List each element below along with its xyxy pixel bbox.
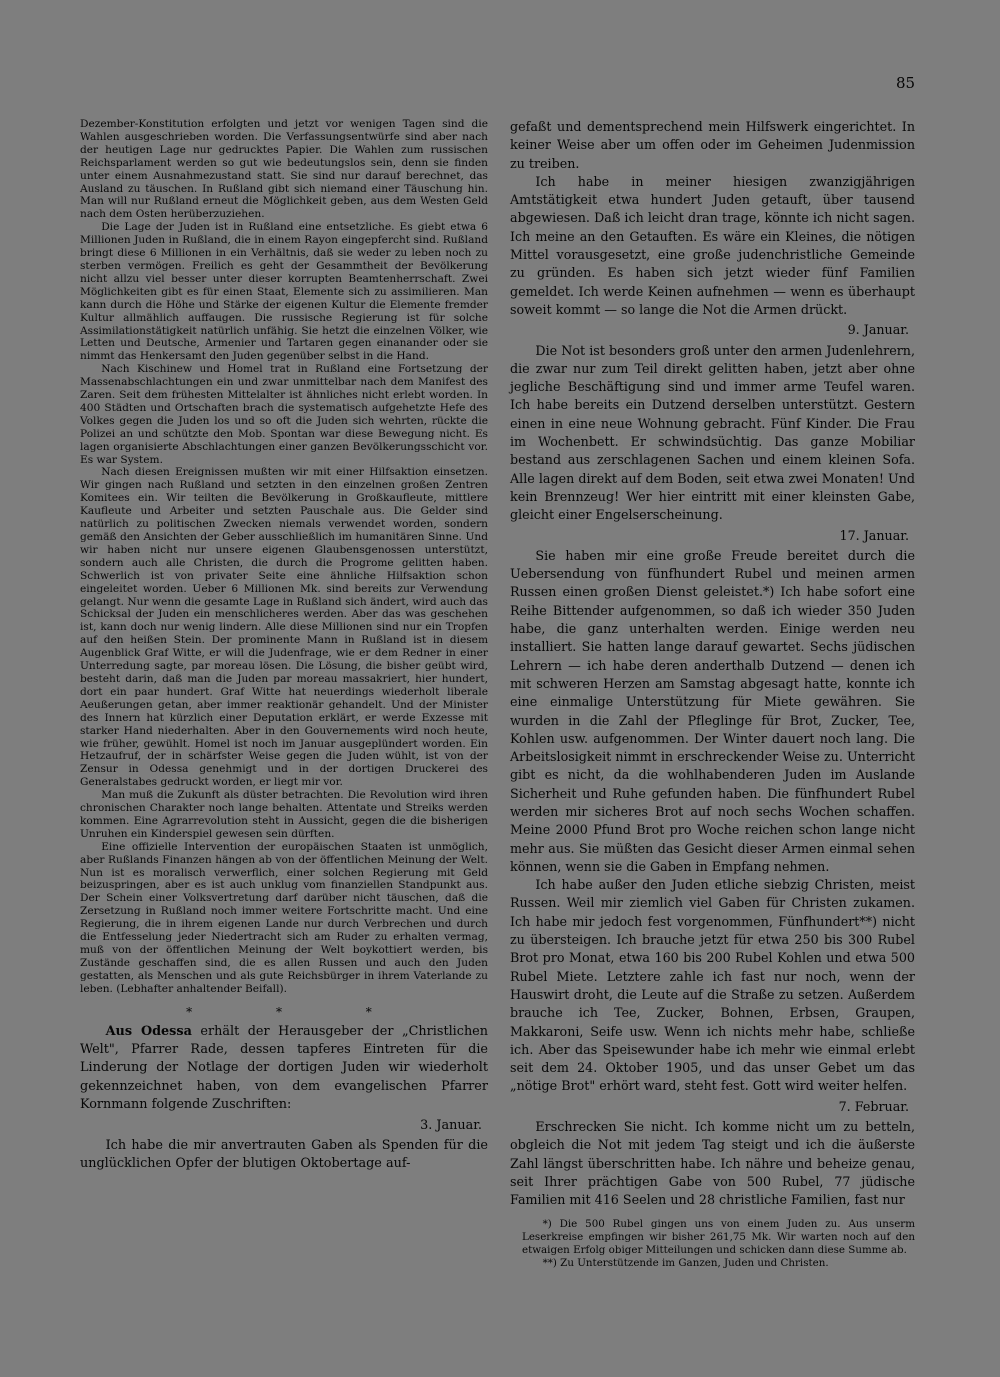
dateline: 9. Januar. (847, 322, 909, 338)
letter-paragraph: gefaßt und dementsprechend mein Hilfswerk eingerichtet. In keiner Weise aber um offen oder im Geheimen Judenmission zu treiben. (510, 119, 915, 171)
dateline: 3. Januar. (420, 1117, 482, 1133)
footnote: *) Die 500 Rubel gingen uns von einem Juden zu. Aus unserm Leserkreise empfingen wir bisher 261,75 Mk. Wir warten noch auf den etwaigen Erfolg obiger Mitteilungen und schicken dann diese Summe ab. (522, 1217, 915, 1256)
letter-paragraph: Sie haben mir eine große Freude bereitet durch die Uebersendung von fünfhundert Rubel und meinen armen Russen einen großen Dienst geleistet.*) Ich habe sofort eine Reihe Bittender aufgenommen, so daß ich wieder 350 Juden habe, die ganz unterhalten werden. Einige werden neu installiert. Sie hatten lange darauf gewartet. Sechs jüdischen Lehrern — ich habe deren anderthalb Dutzend — denen ich mit schweren Herzen am Samstag abgesagt hatte, konnte ich eine einmalige Unterstützung für Miete gewähren. Sie wurden in die Zahl der Pfleglinge für Brot, Zucker, Tee, Kohlen usw. aufgenommen. Der Winter dauert noch lang. Die Arbeitslosigkeit nimmt in erschreckender Weise zu. Unterricht gibt es nicht, da die wohlhabenderen Juden im Auslande Sicherheit und Ruhe gefunden haben. Die fünfhundert Rubel werden mir sicheres Brot auf noch sechs Wochen schaffen. Meine 2000 Pfund Brot pro Woche reichen schon lange nicht mehr aus. Sie müßten das Gesicht dieser Armen einmal sehen können, wenn sie die Gaben in Empfang nehmen. (510, 547, 915, 874)
lead-text: erhält der Herausgeber der „Christlichen Welt", Pfarrer Rade, dessen tapferes Eintreten für die Linderung der Notlage der dortigen Juden wir wiederholt gekennzeichnet haben, von dem evangelischen Pfarrer Kornmann folgende Zuschriften: (80, 1023, 488, 1113)
dateline: 17. Januar. (839, 527, 909, 543)
letter-paragraph: Erschrecken Sie nicht. Ich komme nicht um zu betteln, obgleich die Not mit jedem Tag steigt und ich die äußerste Zahl längst überschritten habe. Ich nähre und beheize genau, seit Ihrer prächtigen Gabe von 500 Rubel, 77 jüdische Familien mit 416 Seelen und 28 christliche Familien, fast nur (510, 1119, 915, 1208)
paragraph: Die Lage der Juden ist in Rußland eine entsetzliche. Es giebt etwa 6 Millionen Juden in Rußland, die in einem Rayon eingepfercht sind. Rußland bringt diese 6 Millionen in ein Verhältnis, daß sie weder zu leben noch zu sterben vermögen. Freilich es geht der Gesammtheit der Bevölkerung nicht allzu viel besser unter dieser korrupten Beamtenherrschaft. Zwei Möglichkeiten gibt es für einen Staat, Elemente sich zu assimilieren. Man kann durch die Höhe und Stärke der eigenen Kultur die Elemente fremder Kultur allmählich auffaugen. Die russische Regierung ist für solche Assimilationstätigkeit natürlich unfähig. Sie hetzt die einzelnen Völker, wie Letten und Deutsche, Armenier und Tartaren gegen einanander oder sie nimmt das Henkersamt den Juden gegenüber selbst in die Hand. (80, 221, 488, 363)
paragraph: Nach Kischinew und Homel trat in Rußland eine Fortsetzung der Massenabschlachtungen ein und zwar unmittelbar nach dem Manifest des Zaren. Seit dem frühesten Mittelalter ist ähnliches nicht erlebt worden. In 400 Städten und Ortschaften brach die systematisch aufgehetzte Hefe des Volkes gegen die Juden los und so oft die Juden sich wehrten, rückte die Polizei an und schützte den Mob. Spontan war diese Bewegung nicht. Es lagen organisierte Abschlachtungen einer ganzen Bevölkerungsschicht vor. Es war System. (80, 363, 488, 466)
paragraph: Eine offizielle Intervention der europäischen Staaten ist unmöglich, aber Rußlands Finanzen hängen ab von der öffentlichen Meinung der Welt. Nun ist es moralisch verwerflich, einer solchen Regierung mit Geld beizuspringen, aber es ist auch unklug vom finanziellen Standpunkt aus. Der Schein einer Volksvertretung darf darüber nicht täuschen, daß die Zersetzung in Rußland noch immer weitere Fortschritte macht. Und eine Regierung, die in ihrem eigenen Lande nur durch Verbrechen und durch die Entfesselung jeder Niedertracht sich am Ruder zu erhalten vermag, muß von der öffentlichen Meinung der Welt boykottiert werden, bis Zustände geschaffen sind, die es allen Russen und auch den Juden gestatten, als Menschen und als gute Reichsbürger in ihrem Vaterlande zu leben. (Lebhafter anhaltender Beifall). (80, 840, 488, 995)
paragraph: Dezember-Konstitution erfolgten und jetzt vor wenigen Tagen sind die Wahlen ausgeschrieben worden. Die Verfassungsentwürfe sind aber nach der heutigen Lage nur gedrucktes Papier. Die Wahlen zum russischen Reichsparlament werden so gut wie bedeutungslos sein, denn sie finden unter einem Ausnahmezustand statt. Sie sind nur darauf berechnet, das Ausland zu täuschen. In Rußland gibt sich niemand einer Täuschung hin. Man will nur Rußland erneut die Möglichkeit geben, aus dem Westen Geld nach dem Osten herüberzuziehen. (80, 118, 488, 221)
letter-paragraph: Ich habe in meiner hiesigen zwanzigjährigen Amtstätigkeit etwa hundert Juden getauft, über tausend abgewiesen. Daß ich leicht dran trage, könnte ich nicht sagen. Ich meine an den Getauften. Es wäre ein Kleines, die nötigen Mittel vorausgesetzt, eine große judenchristliche Gemeinde zu gründen. Es haben sich jetzt wieder fünf Familien gemeldet. Ich werde Keinen aufnehmen — wenn es überhaupt soweit kommt — so lange die Not die Armen drückt. (510, 173, 915, 317)
page-number: 85 (896, 74, 916, 92)
letter-paragraph: Ich habe die mir anvertrauten Gaben als Spenden für die unglücklichen Opfer der blutigen Oktobertage auf- (80, 1137, 488, 1171)
right-column (510, 118, 915, 1270)
lead-heading: Aus Odessa (105, 1023, 192, 1039)
paragraph: Man muß die Zukunft als düster betrachten. Die Revolution wird ihren chronischen Charakter noch lange behalten. Attentate und Streiks werden kommen. Eine Agrarrevolution steht in Aussicht, gegen die die bisherigen Unruhen ein Kinderspiel gewesen sein dürften. (80, 789, 488, 840)
letter-paragraph: Ich habe außer den Juden etliche siebzig Christen, meist Russen. Weil mir ziemlich viel Gaben für Christen zukamen. Ich habe mir jedoch fest vorgenommen, Fünfhundert**) nicht zu übersteigen. Ich brauche jetzt für etwa 250 bis 300 Rubel Brot pro Monat, etwa 160 bis 200 Rubel Kohlen und etwa 500 Rubel Miete. Letztere zahle ich fast nur noch, wenn der Hauswirt droht, die Leute auf die Straße zu setzen. Außerdem brauche ich Tee, Zucker, Bohnen, Erbsen, Graupen, Makkaroni, Seife usw. Wenn ich nichts mehr habe, schließe ich. Aber das Speisewunder habe ich mehr wie einmal erlebt seit dem 24. Oktober 1905, und das unser Gebet um das „nötige Brot" erhört ward, steht fest. Gott wird weiter helfen. (510, 877, 915, 1094)
footnotes (510, 1218, 915, 1270)
letter-paragraph: Die Not ist besonders groß unter den armen Judenlehrern, die zwar nur zum Teil direkt gelitten haben, jetzt aber ohne jegliche Beschäftigung sind und immer arme Teufel waren. Ich habe bereits ein Dutzend derselben unterstützt. Gestern einen in eine neue Wohnung gebracht. Fünf Kinder. Die Frau im Wochenbett. Er schwindsüchtig. Das ganze Mobiliar bestand aus zerschlagenen Sachen und einem kleinen Sofa. Alle lagen direkt auf dem Boden, seit etwa zwei Monaten! Und kein Brennzeug! Wer hier eintritt mit einer kleinsten Gabe, gleicht einer Engelserscheinung. (510, 342, 915, 523)
footnote: **) Zu Unterstützende im Ganzen, Juden und Christen. (542, 1256, 829, 1269)
section-separator: * * * (186, 1004, 412, 1019)
dateline: 7. Februar. (838, 1098, 909, 1114)
left-column (80, 118, 488, 1173)
lead-paragraph (80, 1023, 488, 1115)
paragraph: Nach diesen Ereignissen mußten wir mit einer Hilfsaktion einsetzen. Wir gingen nach Rußland und setzten in den einzelnen großen Zentren Komitees ein. Wir teilten die Bevölkerung in Großkaufleute, mittlere Kaufleute und Arbeiter und setzten Pauschale aus. Die Gelder sind natürlich zu politischen Zwecken niemals verwendet worden, sondern gemäß den Ansichten der Geber ausschließlich im humanitären Sinne. Und wir haben nicht nur unsere eigenen Glaubensgenossen unterstützt, sondern auch alle Christen, die durch die Progrome gelitten haben. Schwerlich ist von privater Seite eine ähnliche Hilfsaktion schon eingeleitet worden. Ueber 6 Millionen Mk. sind bereits zur Verwendung gelangt. Nur wenn die gesamte Lage in Rußland sich ändert, wird auch das Schicksal der Juden ein menschlicheres werden. Aber das was geschehen ist, kann doch nur wenig lindern. Alle diese Millionen sind nur ein Tropfen auf den heißen Stein. Der prominente Mann in Rußland ist in diesem Augenblick Graf Witte, er will die Judenfrage, wie er dem Redner in einer Unterredung sagte, par moreau lösen. Die Lösung, die bisher geübt wird, besteht darin, daß man die Juden par moreau massakriert, hier hundert, dort ein paar hundert. Graf Witte hat neuerdings wiederholt liberale Aeußerungen getan, aber immer reaktionär gehandelt. Und der Minister des Innern hat kürzlich einer Deputation erklärt, er werde Exzesse mit starker Hand niederhalten. Aber in den Gouvernements wird noch heute, wie früher, gewühlt. Homel ist noch im Januar ausgeplündert worden. Ein Hetzaufruf, der in schärfster Weise gegen die Juden wühlt, ist von der Zensur in Odessa genehmigt und in der dortigen Druckerei des Generalstabes gedruckt worden, er liegt mir vor. (80, 466, 488, 789)
